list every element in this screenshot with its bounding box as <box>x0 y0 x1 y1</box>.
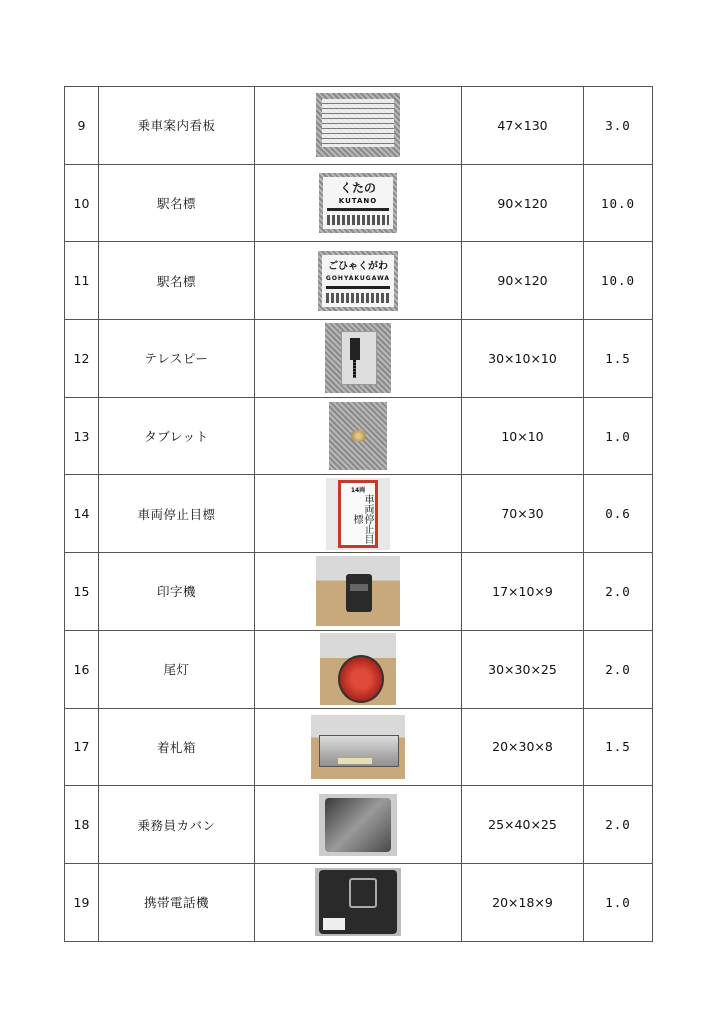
item-photo-cell <box>255 164 462 242</box>
tail-lamp-photo <box>320 633 396 705</box>
item-size: 17×10×9 <box>462 553 584 631</box>
item-size: 25×40×25 <box>462 786 584 864</box>
sign-romaji: GOHYAKUGAWA <box>325 274 391 282</box>
item-weight: 1.0 <box>584 397 653 475</box>
stop-sign-text: 車両停止目標 <box>351 494 373 545</box>
item-number: 16 <box>65 630 99 708</box>
ticket-box-photo <box>311 715 405 779</box>
item-number: 9 <box>65 87 99 165</box>
item-photo-cell <box>255 87 462 165</box>
tablet-token-photo <box>329 402 387 470</box>
item-name: タブレット <box>99 397 255 475</box>
station-sign-kutano-photo <box>319 173 397 233</box>
table-row <box>65 164 653 242</box>
item-size: 30×30×25 <box>462 630 584 708</box>
item-photo-cell <box>255 242 462 320</box>
item-number: 11 <box>65 242 99 320</box>
telespeaker-photo <box>325 323 391 393</box>
item-number: 19 <box>65 863 99 941</box>
item-weight: 2.0 <box>584 630 653 708</box>
item-weight: 1.0 <box>584 863 653 941</box>
item-size: 30×10×10 <box>462 320 584 398</box>
table-row <box>65 553 653 631</box>
item-photo-cell <box>255 320 462 398</box>
item-name: 駅名標 <box>99 164 255 242</box>
item-weight: 2.0 <box>584 786 653 864</box>
item-photo-cell <box>255 475 462 553</box>
item-photo-cell <box>255 708 462 786</box>
item-size: 20×30×8 <box>462 708 584 786</box>
table-row <box>65 242 653 320</box>
stop-sign-title: 14両 <box>350 486 366 494</box>
item-name: 着札箱 <box>99 708 255 786</box>
portable-phone-photo <box>315 868 401 936</box>
item-weight: 2.0 <box>584 553 653 631</box>
item-name: 駅名標 <box>99 242 255 320</box>
table-row <box>65 475 653 553</box>
item-number: 15 <box>65 553 99 631</box>
sign-kana: くたの <box>339 181 376 196</box>
item-weight: 0.6 <box>584 475 653 553</box>
item-weight: 1.5 <box>584 708 653 786</box>
table-row <box>65 708 653 786</box>
item-name: 携帯電話機 <box>99 863 255 941</box>
table-row <box>65 397 653 475</box>
item-photo-cell <box>255 630 462 708</box>
item-name: 印字機 <box>99 553 255 631</box>
item-photo-cell <box>255 397 462 475</box>
sign-romaji: KUTANO <box>338 197 378 206</box>
table-row <box>65 863 653 941</box>
item-name: 乗車案内看板 <box>99 87 255 165</box>
printer-photo <box>316 556 400 626</box>
table-row <box>65 786 653 864</box>
inventory-table <box>64 86 653 942</box>
item-name: テレスピー <box>99 320 255 398</box>
item-photo-cell <box>255 786 462 864</box>
sign-kana: ごひゃくがわ <box>328 260 388 272</box>
item-number: 12 <box>65 320 99 398</box>
item-number: 17 <box>65 708 99 786</box>
item-number: 10 <box>65 164 99 242</box>
item-number: 13 <box>65 397 99 475</box>
stop-target-photo <box>326 478 390 550</box>
item-weight: 1.5 <box>584 320 653 398</box>
item-name: 尾灯 <box>99 630 255 708</box>
item-photo-cell <box>255 863 462 941</box>
item-weight: 10.0 <box>584 242 653 320</box>
item-name: 乗務員カバン <box>99 786 255 864</box>
item-name: 車両停止目標 <box>99 475 255 553</box>
item-weight: 3.0 <box>584 87 653 165</box>
table-row <box>65 320 653 398</box>
item-number: 14 <box>65 475 99 553</box>
crew-bag-photo <box>319 794 397 856</box>
item-size: 20×18×9 <box>462 863 584 941</box>
table-row <box>65 630 653 708</box>
item-photo-cell <box>255 553 462 631</box>
item-size: 90×120 <box>462 242 584 320</box>
item-size: 90×120 <box>462 164 584 242</box>
item-number: 18 <box>65 786 99 864</box>
guide-sign-photo <box>316 93 400 157</box>
station-sign-gohyakugawa-photo <box>318 251 398 311</box>
item-size: 47×130 <box>462 87 584 165</box>
item-size: 70×30 <box>462 475 584 553</box>
item-weight: 10.0 <box>584 164 653 242</box>
table-row <box>65 87 653 165</box>
item-size: 10×10 <box>462 397 584 475</box>
